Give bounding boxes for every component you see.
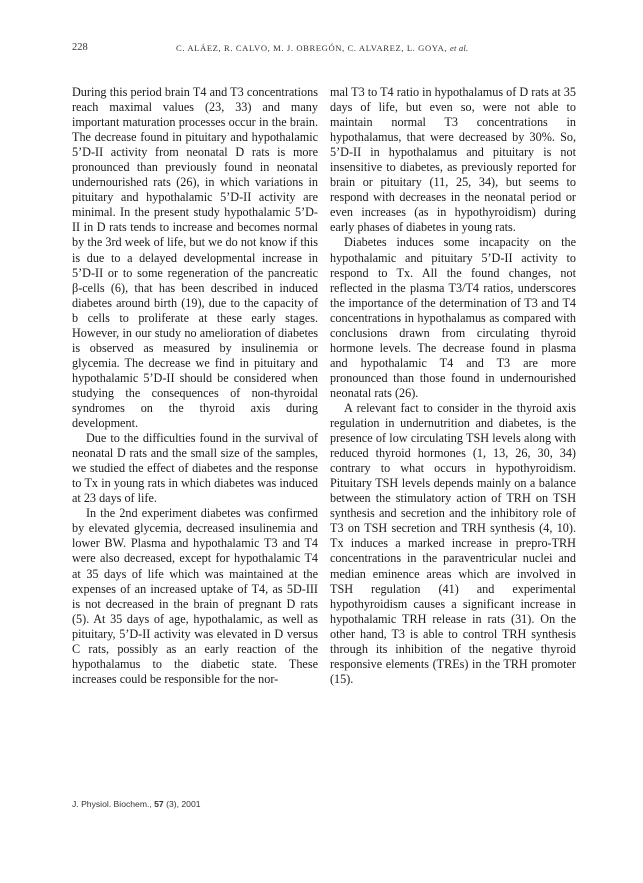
right-paragraph-2: Diabetes induces some incapacity on the hypothalamic and pituitary 5’D-II activity to respond to Tx. All the found changes, not reflected in the plasma T3/T4 ratios, underscores the importance of the determination of T3 and T4 concentrations in hypothalamus as compared with conclusions drawn from circulating thyroid hormone levels. The decrease found in plasma and hypothalamic T4 and T3 are more pronounced than those found in undernourished neonatal rats (26). bbox=[330, 235, 576, 400]
right-paragraph-1: mal T3 to T4 ratio in hypothalamus of D rats at 35 days of life, but even so, were not able to maintain normal T3 concentrations in hypothalamus, that were decreased by 30%. So, 5’D-II in hypothalamus and pituitary is not insensitive to diabetes, as previously reported for brain or pituitary (11, 25, 34), but seems to respond with decreases in the neonatal period or even increases (as in hypothyroidism) during early phases of diabetes in young rats. bbox=[330, 85, 576, 235]
running-head-etal: et al. bbox=[449, 43, 469, 53]
running-head-authors: C. ALÁEZ, R. CALVO, M. J. OBREGÓN, C. ALVAREZ, L. GOYA, bbox=[176, 43, 448, 53]
footer-journal: J. Physiol. Biochem., bbox=[72, 799, 152, 809]
page-footer bbox=[72, 799, 201, 809]
page-number: 228 bbox=[72, 42, 88, 53]
left-paragraph-2: Due to the difficulties found in the survival of neonatal D rats and the small size of the samples, we studied the effect of diabetes and the response to Tx in young rats in which diabetes was induced at 23 days of life. bbox=[72, 431, 318, 506]
left-paragraph-1: During this period brain T4 and T3 concentrations reach maximal values (23, 33) and many important maturation processes occur in the brain. The decrease found in pituitary and hypothalamic 5’D-II activity from neonatal D rats is more pronounced than previously found in neonatal undernourished rats (26), in which variations in pituitary and hypothalamic 5’D-II activity are minimal. In the present study hypothalamic 5’D-II in D rats tends to increase and becomes normal by the 3rd week of life, but we do not know if this is due to a delayed developmental increase in 5’D-II or to some regeneration of the pancreatic β-cells (6), that has been described in induced diabetes around birth (19), due to the capacity of b cells to proliferate at these early stages. However, in our study no amelioration of diabetes is observed as measured by insulinemia or glycemia. The decrease we find in pituitary and hypothalamic 5’D-II should be considered when studying the consequences of non-thyroidal syndromes on the thyroid axis during development. bbox=[72, 85, 318, 431]
right-paragraph-3: A relevant fact to consider in the thyroid axis regulation in undernutrition and diabetes, is the presence of low circulating TSH levels along with reduced thyroid hormones (1, 13, 26, 30, 34) contrary to what occurs in hypothyroidism. Pituitary TSH levels depends mainly on a balance between the stimulatory action of TRH on TSH synthesis and secretion and the inhibitory role of T3 on TSH secretion and TRH synthesis (4, 10). Tx induces a marked increase in prepro-TRH concentrations in the paraventricular nuclei and median eminence areas which are involved in TSH regulation (41) and experimental hypothyroidism causes a significant increase in hypothalamic TRH release in rats (31). On the other hand, T3 is able to control TRH synthesis through its inhibition of the negative thyroid responsive elements (TREs) in the TRH promoter (15). bbox=[330, 400, 576, 686]
footer-issue-year: (3), 2001 bbox=[166, 799, 201, 809]
left-paragraph-3: In the 2nd experiment diabetes was confirmed by elevated glycemia, decreased insulinemia and lower BW. Plasma and hypothalamic T3 and T4 were also decreased, except for hypothalamic T4 at 35 days of life which was maintained at the expenses of an increased uptake of T4, as 5D-III is not decreased in the brain of pregnant D rats (5). At 35 days of age, hypothalamic, as well as pituitary, 5’D-II activity was elevated in D versus C rats, possibly as an early reaction of the hypothalamus to the diabetic state. These increases could be responsible for the nor- bbox=[72, 506, 318, 686]
right-column bbox=[330, 85, 576, 687]
footer-volume: 57 bbox=[154, 799, 164, 809]
running-head bbox=[176, 43, 468, 53]
page-header bbox=[72, 42, 572, 56]
left-column bbox=[72, 85, 318, 687]
